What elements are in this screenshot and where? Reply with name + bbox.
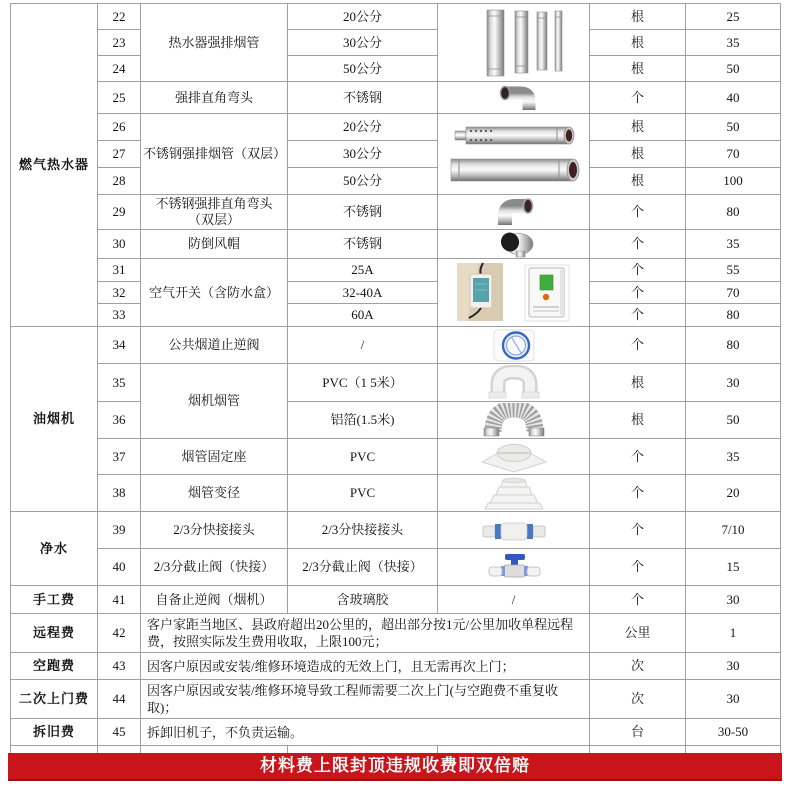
item-name: 强排直角弯头 (141, 82, 288, 114)
row-number: 30 (98, 230, 141, 259)
table-row (11, 82, 781, 114)
category-cell-water-purifier: 净水 (11, 512, 98, 586)
item-unit: 个 (590, 327, 686, 364)
item-unit: 个 (590, 304, 686, 327)
table-row (11, 304, 781, 327)
row-number: 35 (98, 364, 141, 402)
row-number: 36 (98, 402, 141, 439)
item-spec: / (288, 327, 438, 364)
item-spec: 50公分 (288, 56, 438, 82)
table-row (11, 141, 781, 168)
table-row (11, 439, 781, 475)
pvc-u-duct-photo (438, 364, 590, 402)
row-number: 37 (98, 439, 141, 475)
row-number: 41 (98, 586, 141, 614)
item-spec: 32-40A (288, 282, 438, 304)
duct-reducer-photo (438, 475, 590, 512)
fee-description: 因客户原因或安装/维修环境导致工程师需要二次上门(与空跑费不重复收取)； (141, 680, 590, 719)
item-unit: 个 (590, 195, 686, 230)
row-number: 23 (98, 30, 141, 56)
item-unit: 根 (590, 364, 686, 402)
foil-flex-duct-photo (438, 402, 590, 439)
item-price: 15 (686, 549, 781, 586)
item-spec: 25A (288, 259, 438, 282)
row-number: 32 (98, 282, 141, 304)
table-row (11, 230, 781, 259)
item-price: 30 (686, 586, 781, 614)
item-spec: PVC（1 5米） (288, 364, 438, 402)
item-spec: 不锈钢 (288, 82, 438, 114)
item-unit: 个 (590, 282, 686, 304)
item-unit: 次 (590, 680, 686, 719)
wind-cap-photo (438, 230, 590, 259)
row-number: 27 (98, 141, 141, 168)
item-price: 35 (686, 30, 781, 56)
item-price: 70 (686, 282, 781, 304)
quick-connector-photo (438, 512, 590, 549)
item-price: 80 (686, 304, 781, 327)
table-row (11, 364, 781, 402)
item-price: 70 (686, 141, 781, 168)
table-row (11, 614, 781, 653)
table-row (11, 4, 781, 30)
item-spec: 2/3分快接接头 (288, 512, 438, 549)
fee-description: 拆卸旧机子，不负责运输。 (141, 719, 590, 746)
item-name: 不锈钢强排烟管（双层） (141, 114, 288, 195)
category-cell-distance-fee: 远程费 (11, 614, 98, 653)
row-number: 31 (98, 259, 141, 282)
category-cell-removal-fee: 拆旧费 (11, 719, 98, 746)
table-row (11, 282, 781, 304)
table-row (11, 168, 781, 195)
row-number: 44 (98, 680, 141, 719)
table-row (11, 402, 781, 439)
item-spec: PVC (288, 475, 438, 512)
category-cell-second-visit-fee: 二次上门费 (11, 680, 98, 719)
row-number: 24 (98, 56, 141, 82)
item-price: 35 (686, 230, 781, 259)
item-price: 80 (686, 195, 781, 230)
check-valve-photo (438, 327, 590, 364)
row-number: 40 (98, 549, 141, 586)
item-unit: 根 (590, 56, 686, 82)
item-spec: 30公分 (288, 30, 438, 56)
category-cell-labor-fee: 手工费 (11, 586, 98, 614)
stop-valve-photo (438, 549, 590, 586)
item-spec: 含玻璃胶 (288, 586, 438, 614)
item-spec: 20公分 (288, 114, 438, 141)
row-number: 42 (98, 614, 141, 653)
double-layer-elbow-photo (438, 195, 590, 230)
item-spec: 30公分 (288, 141, 438, 168)
fee-description: 因客户原因或安装/维修环境造成的无效上门，且无需再次上门； (141, 653, 590, 680)
table-row (11, 680, 781, 719)
row-number: 25 (98, 82, 141, 114)
violation-banner: 材料费上限封顶违规收费即双倍赔 (8, 753, 782, 781)
table-row (11, 719, 781, 746)
item-price: 50 (686, 402, 781, 439)
item-price: 30 (686, 653, 781, 680)
item-price: 35 (686, 439, 781, 475)
item-unit: 公里 (590, 614, 686, 653)
category-cell-range-hood: 油烟机 (11, 327, 98, 512)
item-unit: 个 (590, 586, 686, 614)
item-name: 2/3分快接接头 (141, 512, 288, 549)
item-spec: 60A (288, 304, 438, 327)
price-table (10, 3, 781, 754)
item-unit: 个 (590, 549, 686, 586)
row-number: 43 (98, 653, 141, 680)
duct-mount-base-photo (438, 439, 590, 475)
item-price: 25 (686, 4, 781, 30)
item-spec: 50公分 (288, 168, 438, 195)
table-row (11, 56, 781, 82)
air-switch-photo (438, 259, 590, 327)
item-price: 55 (686, 259, 781, 282)
item-unit: 个 (590, 512, 686, 549)
item-unit: 个 (590, 82, 686, 114)
row-number: 39 (98, 512, 141, 549)
category-cell-wasted-trip-fee: 空跑费 (11, 653, 98, 680)
table-row (11, 549, 781, 586)
item-unit: 个 (590, 439, 686, 475)
table-row (11, 586, 781, 614)
table-row (11, 195, 781, 230)
item-name: 热水器强排烟管 (141, 4, 288, 82)
item-spec: PVC (288, 439, 438, 475)
item-price: 30 (686, 680, 781, 719)
item-name: 2/3分截止阀（快接） (141, 549, 288, 586)
item-name: 烟管固定座 (141, 439, 288, 475)
item-unit: 根 (590, 114, 686, 141)
item-name: 不锈钢强排直角弯头（双层） (141, 195, 288, 230)
table-row (11, 30, 781, 56)
item-spec: 铝箔(1.5米) (288, 402, 438, 439)
item-unit: 根 (590, 30, 686, 56)
table-row (11, 327, 781, 364)
slash-placeholder: / (438, 586, 590, 614)
item-name: 空气开关（含防水盒） (141, 259, 288, 327)
row-number: 33 (98, 304, 141, 327)
item-price: 50 (686, 56, 781, 82)
item-name: 烟管变径 (141, 475, 288, 512)
item-unit: 根 (590, 402, 686, 439)
item-unit: 次 (590, 653, 686, 680)
item-name: 烟机烟管 (141, 364, 288, 439)
chrome-elbow-photo (438, 82, 590, 114)
item-unit: 个 (590, 259, 686, 282)
item-price: 1 (686, 614, 781, 653)
stainless-pipe-set-photo (438, 4, 590, 82)
row-number: 34 (98, 327, 141, 364)
item-price: 80 (686, 327, 781, 364)
row-number: 28 (98, 168, 141, 195)
item-unit: 根 (590, 4, 686, 30)
row-number: 26 (98, 114, 141, 141)
item-name: 防倒风帽 (141, 230, 288, 259)
table-row (11, 475, 781, 512)
item-spec: 2/3分截止阀（快接） (288, 549, 438, 586)
double-layer-pipe-photo (438, 114, 590, 195)
row-number: 22 (98, 4, 141, 30)
item-unit: 台 (590, 719, 686, 746)
item-price: 100 (686, 168, 781, 195)
item-spec: 不锈钢 (288, 195, 438, 230)
fee-description: 客户家距当地区、县政府超出20公里的，超出部分按1元/公里加收单程远程费，按照实际发生费用收取，上限100元； (141, 614, 590, 653)
item-price: 30-50 (686, 719, 781, 746)
item-name: 自备止逆阀（烟机） (141, 586, 288, 614)
item-price: 7/10 (686, 512, 781, 549)
item-unit: 个 (590, 230, 686, 259)
item-name: 公共烟道止逆阀 (141, 327, 288, 364)
table-row (11, 259, 781, 282)
table-row (11, 512, 781, 549)
table-row (11, 653, 781, 680)
row-number: 29 (98, 195, 141, 230)
item-price: 20 (686, 475, 781, 512)
item-unit: 根 (590, 141, 686, 168)
row-number: 38 (98, 475, 141, 512)
item-price: 40 (686, 82, 781, 114)
table-row (11, 114, 781, 141)
category-cell-gas-water-heater: 燃气热水器 (11, 4, 98, 327)
item-price: 30 (686, 364, 781, 402)
item-unit: 个 (590, 475, 686, 512)
item-unit: 根 (590, 168, 686, 195)
item-spec: 20公分 (288, 4, 438, 30)
row-number: 45 (98, 719, 141, 746)
item-spec: 不锈钢 (288, 230, 438, 259)
item-price: 50 (686, 114, 781, 141)
